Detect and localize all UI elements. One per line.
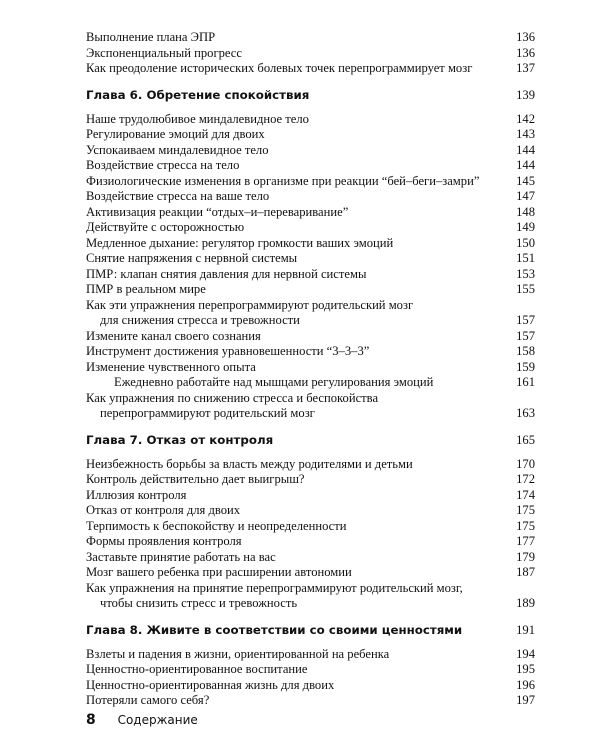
chapter-page: 191 xyxy=(516,622,535,637)
entry-page: 145 xyxy=(516,173,535,188)
toc-entry-continued xyxy=(86,596,535,612)
entry-title: Регулирование эмоций для двоих xyxy=(86,127,265,141)
entry-title: ПМР: клапан снятия давления для нервной системы xyxy=(86,266,367,281)
toc-entry xyxy=(86,112,535,128)
toc-entry xyxy=(86,205,535,221)
toc-entry xyxy=(86,236,535,252)
toc-entry xyxy=(86,472,535,488)
entry-page: 194 xyxy=(516,646,535,661)
entry-page: 150 xyxy=(516,235,535,250)
toc-entry xyxy=(86,329,535,345)
entry-page: 157 xyxy=(516,313,535,327)
entry-title: Медленное дыхание: регулятор громкости ваших эмоций xyxy=(86,235,394,250)
toc-entry xyxy=(86,174,535,190)
entry-page: 196 xyxy=(516,677,535,692)
chapter-heading xyxy=(86,431,535,449)
entry-title: Как упражнения на принятие перепрограммируют родительский мозг, xyxy=(86,580,463,595)
toc-entry-continued xyxy=(86,313,535,329)
entry-title: Как упражнения по снижению стресса и беспокойства xyxy=(86,390,379,405)
entry-page: 187 xyxy=(516,565,535,579)
toc-entry xyxy=(86,503,535,519)
footer-label: Содержание xyxy=(117,713,198,727)
entry-title: Активизация реакции “отдых–и–переваривание” xyxy=(86,204,349,219)
toc-entry xyxy=(86,298,535,314)
entry-page: 157 xyxy=(516,328,535,343)
entry-title: Как эти упражнения перепрограммируют родительский мозг xyxy=(86,297,414,312)
toc-entry xyxy=(86,127,535,143)
entry-title: Ценностно-ориентированная жизнь для двоих xyxy=(86,677,335,692)
entry-title: чтобы снизить стресс и тревожность xyxy=(100,596,298,610)
entry-page: 136 xyxy=(516,45,535,60)
chapter-title: Глава 7. Отказ от контроля xyxy=(86,432,274,447)
entry-title: Выполнение плана ЭПР xyxy=(86,30,216,44)
entry-page: 155 xyxy=(516,282,535,296)
entry-page: 195 xyxy=(516,662,535,676)
entry-page: 153 xyxy=(516,266,535,281)
entry-page: 177 xyxy=(516,534,535,548)
toc-entry xyxy=(86,46,535,62)
toc-entry xyxy=(86,61,535,77)
entry-page: 163 xyxy=(516,406,535,420)
entry-page: 197 xyxy=(516,693,535,707)
entry-title: Экспоненциальный прогресс xyxy=(86,45,242,60)
entry-page: 174 xyxy=(516,487,535,502)
entry-page: 172 xyxy=(516,472,535,486)
entry-page: 158 xyxy=(516,344,535,358)
toc-entry xyxy=(86,581,535,597)
toc-entry xyxy=(86,30,535,46)
entry-title: Снятие напряжения с нервной системы xyxy=(86,251,298,265)
entry-title: Успокаиваем миндалевидное тело xyxy=(86,142,269,157)
toc-entry xyxy=(86,344,535,360)
entry-title: Потеряли самого себя? xyxy=(86,693,210,707)
toc-entry-continued xyxy=(86,406,535,422)
page-footer xyxy=(86,712,198,728)
entry-title: Контроль действительно дает выигрыш? xyxy=(86,472,305,486)
entry-page: 147 xyxy=(516,189,535,203)
entry-title: для снижения стресса и тревожности xyxy=(100,313,300,327)
entry-title: Формы проявления контроля xyxy=(86,534,242,548)
toc-entry xyxy=(86,662,535,678)
chapter-page: 165 xyxy=(516,432,535,447)
entry-page: 143 xyxy=(516,127,535,141)
toc-entry xyxy=(86,375,535,391)
entry-page: 136 xyxy=(516,30,535,44)
entry-title: Взлеты и падения в жизни, ориентированной на ребенка xyxy=(86,646,390,661)
toc-entry xyxy=(86,565,535,581)
toc-entry xyxy=(86,158,535,174)
toc-entry xyxy=(86,550,535,566)
entry-title: Как преодоление исторических болевых точек перепрограммирует мозг xyxy=(86,61,473,75)
entry-title: Терпимость к беспокойству и неопределенности xyxy=(86,518,347,533)
entry-title: ПМР в реальном мире xyxy=(86,282,206,296)
entry-page: 149 xyxy=(516,220,535,234)
entry-page: 175 xyxy=(516,503,535,517)
toc-entry xyxy=(86,282,535,298)
toc-entry xyxy=(86,457,535,473)
entry-title: перепрограммируют родительский мозг xyxy=(100,406,315,420)
entry-page: 144 xyxy=(516,158,535,172)
toc-entry xyxy=(86,220,535,236)
toc-entry xyxy=(86,519,535,535)
entry-title: Воздействие стресса на ваше тело xyxy=(86,189,270,203)
entry-title: Действуйте с осторожностью xyxy=(86,220,245,234)
entry-title: Иллюзия контроля xyxy=(86,487,187,502)
entry-page: 170 xyxy=(516,456,535,471)
toc-entry xyxy=(86,678,535,694)
entry-title: Изменение чувственного опыта xyxy=(86,359,256,374)
entry-title: Воздействие стресса на тело xyxy=(86,158,240,172)
entry-title: Заставьте принятие работать на вас xyxy=(86,549,276,564)
chapter-page: 139 xyxy=(516,87,535,102)
entry-title: Измените канал своего сознания xyxy=(86,328,261,343)
entry-title: Ежедневно работайте над мышцами регулирования эмоций xyxy=(114,375,434,389)
entry-page: 189 xyxy=(516,596,535,610)
toc-entry xyxy=(86,391,535,407)
entry-page: 161 xyxy=(516,375,535,389)
toc-entry xyxy=(86,267,535,283)
toc-entry xyxy=(86,189,535,205)
toc-entry xyxy=(86,647,535,663)
entry-title: Неизбежность борьбы за власть между родителями и детьми xyxy=(86,456,413,471)
entry-page: 137 xyxy=(516,61,535,75)
toc-entry xyxy=(86,251,535,267)
entry-page: 142 xyxy=(516,111,535,126)
chapter-heading xyxy=(86,621,535,639)
entry-page: 151 xyxy=(516,251,535,265)
page-number: 8 xyxy=(86,712,96,728)
entry-page: 148 xyxy=(516,204,535,219)
entry-title: Ценностно-ориентированное воспитание xyxy=(86,662,308,676)
table-of-contents xyxy=(86,30,535,709)
entry-page: 159 xyxy=(516,359,535,374)
chapter-title: Глава 6. Обретение спокойствия xyxy=(86,87,310,102)
toc-entry xyxy=(86,693,535,709)
toc-entry xyxy=(86,488,535,504)
toc-entry xyxy=(86,534,535,550)
entry-title: Отказ от контроля для двоих xyxy=(86,503,241,517)
chapter-title: Глава 8. Живите в соответствии со своими ценностями xyxy=(86,622,463,637)
entry-title: Физиологические изменения в организме при реакции “бей–беги–замри” xyxy=(86,173,480,188)
toc-entry xyxy=(86,360,535,376)
entry-title: Инструмент достижения уравновешенности “3–3–3” xyxy=(86,344,370,358)
entry-title: Мозг вашего ребенка при расширении автономии xyxy=(86,565,352,579)
entry-title: Наше трудолюбивое миндалевидное тело xyxy=(86,111,309,126)
chapter-heading xyxy=(86,86,535,104)
entry-page: 179 xyxy=(516,549,535,564)
toc-entry xyxy=(86,143,535,159)
entry-page: 144 xyxy=(516,142,535,157)
entry-page: 175 xyxy=(516,518,535,533)
